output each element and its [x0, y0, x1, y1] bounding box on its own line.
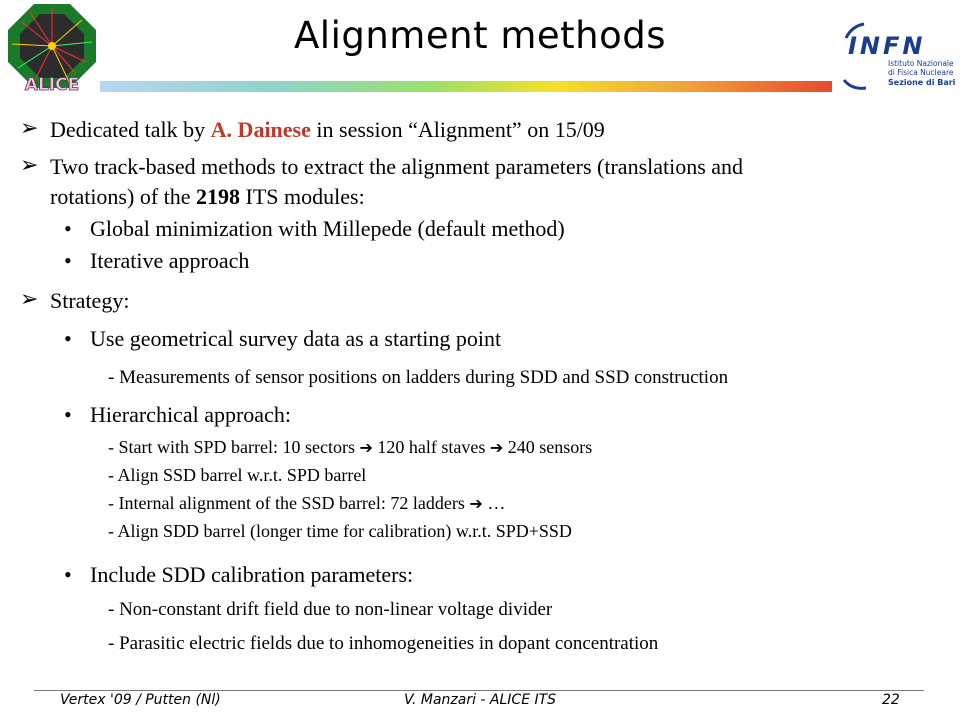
bullet-3-sub-2-detail-1 [108, 437, 592, 458]
right-arrow-icon: ➔ [489, 438, 504, 457]
footer-divider [34, 690, 924, 691]
bullet-3-sub-1: Use geometrical survey data as a starting point [90, 326, 502, 351]
title-gradient-bar [100, 81, 832, 92]
bullet-2-line-1: Two track-based methods to extract the alignment parameters (translations and [50, 154, 744, 179]
dot-bullet-icon: • [64, 562, 72, 587]
bullet-3-sub-3-detail-1: - Non-constant drift field due to non-linear voltage divider [108, 599, 553, 620]
bullet-3: Strategy: [50, 288, 130, 313]
infn-sub3: Sezione di Bari [888, 78, 956, 87]
footer-center: V. Manzari - ALICE ITS [404, 692, 557, 708]
arrow-bullet-icon: ➢ [20, 287, 39, 312]
detail-text: - Start with SPD barrel: 10 sectors [108, 437, 360, 457]
module-count: 2198 [196, 184, 241, 209]
page-title: Alignment methods [294, 14, 666, 57]
detail-text: - Internal alignment of the SSD barrel: 72 ladders [108, 493, 470, 513]
right-arrow-icon: ➔ [359, 438, 373, 457]
bullet-3-sub-3-detail-2: - Parasitic electric fields due to inhomogeneities in dopant concentration [108, 633, 659, 654]
infn-sub1: Istituto Nazionale [888, 59, 954, 68]
dot-bullet-icon: • [64, 216, 72, 241]
bullet-2-sub-1: Global minimization with Millepede (default method) [90, 216, 565, 241]
infn-sub2: di Fisica Nucleare [888, 68, 954, 77]
arrow-bullet-icon: ➢ [20, 116, 39, 141]
dot-bullet-icon: • [64, 326, 72, 351]
infn-logo [838, 22, 956, 92]
speaker-name: A. Dainese [210, 117, 311, 142]
bullet-3-sub-1-detail: - Measurements of sensor positions on ladders during SDD and SSD construction [108, 367, 729, 388]
right-arrow-icon: ➔ [469, 494, 483, 513]
dot-bullet-icon: • [64, 248, 72, 273]
bullet-2-line-2 [50, 184, 365, 210]
bullet-3-sub-3: Include SDD calibration parameters: [90, 562, 414, 587]
detail-text: 120 half staves [372, 437, 490, 457]
dot-bullet-icon: • [64, 402, 72, 427]
bullet-3-sub-2-detail-2: - Align SSD barrel w.r.t. SPD barrel [108, 465, 367, 485]
bullet-3-sub-2-detail-3 [108, 493, 505, 514]
bullet-1 [50, 117, 605, 143]
page-number: 22 [882, 692, 900, 708]
alice-logo-text: ALICE [24, 75, 80, 95]
bullet-2-text: rotations) of the [50, 184, 197, 209]
bullet-1-text-end: in session “Alignment” on 15/09 [310, 117, 605, 142]
bullet-3-sub-2-detail-4: - Align SDD barrel (longer time for calibration) w.r.t. SPD+SSD [108, 521, 572, 541]
arrow-bullet-icon: ➢ [20, 153, 39, 178]
footer-left: Vertex '09 / Putten (Nl) [60, 692, 221, 708]
detail-text: … [482, 493, 506, 513]
bullet-2-sub-2: Iterative approach [90, 248, 250, 273]
bullet-3-sub-2: Hierarchical approach: [90, 402, 291, 427]
detail-text: 240 sensors [503, 437, 593, 457]
bullet-1-text: Dedicated talk by [50, 117, 211, 142]
bullet-2-text-end: ITS modules: [240, 184, 365, 209]
infn-logo-text: INFN [848, 32, 926, 60]
